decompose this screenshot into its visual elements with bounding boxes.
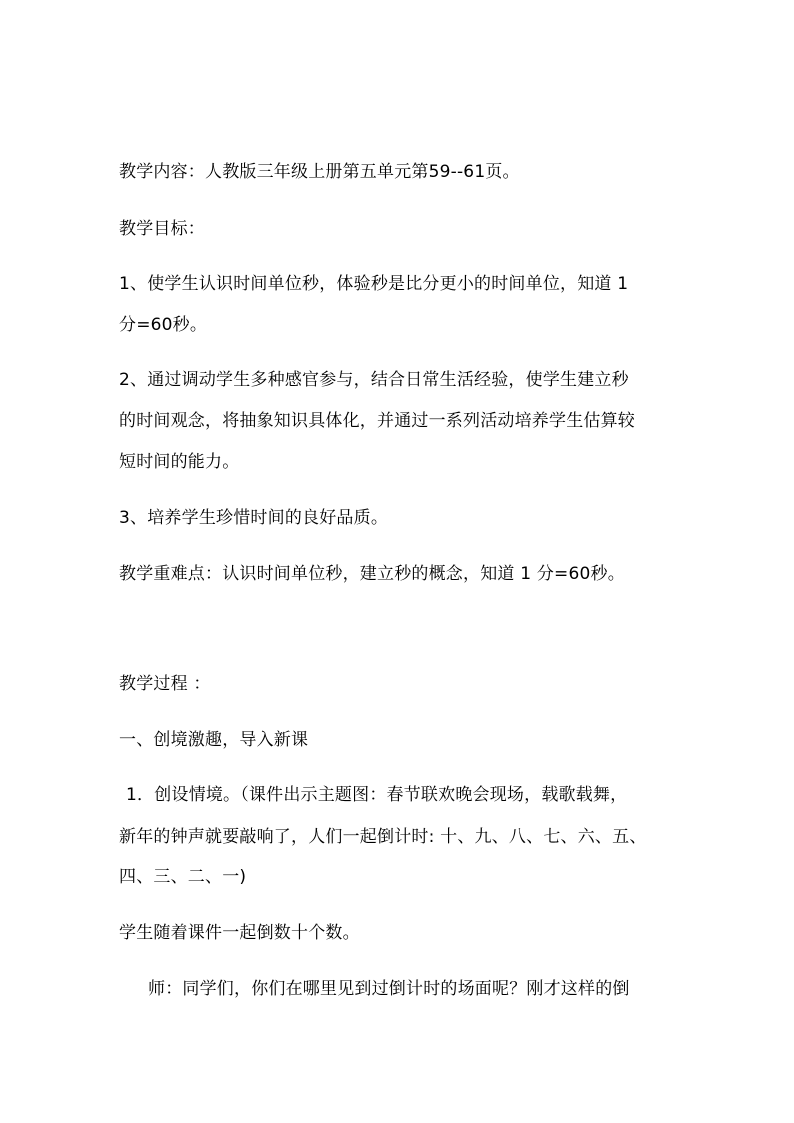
step-1-line-1: 1．创设情境。（课件出示主题图：春节联欢晚会现场，载歌载舞， [126, 785, 628, 805]
key-difficult-points-line: 教学重难点：认识时间单位秒，建立秒的概念，知道 1 分=60秒。 [119, 564, 625, 584]
student-activity-line: 学生随着课件一起倒数十个数。 [119, 923, 360, 943]
goal-2-line-3: 短时间的能力。 [119, 452, 240, 472]
step-1-line-2: 新年的钟声就要敲响了，人们一起倒计时: 十、九、八、七、六、五、 [119, 827, 647, 847]
teaching-goals-heading: 教学目标： [119, 219, 205, 239]
teaching-process-heading: 教学过程 ： [119, 674, 211, 694]
goal-1-line-1: 1、使学生认识时间单位秒，体验秒是比分更小的时间单位，知道 1 [119, 274, 629, 294]
goal-2-line-1: 2、通过调动学生多种感官参与，结合日常生活经验，使学生建立秒 [119, 370, 629, 390]
teaching-content-line: 教学内容：人教版三年级上册第五单元第59--61页。 [119, 162, 520, 182]
teacher-question-line: 师：同学们，你们在哪里见到过倒计时的场面呢？刚才这样的倒 [148, 979, 630, 999]
step-1-line-3: 四、三、二、一) [119, 867, 247, 887]
section-1-heading: 一、创境激趣，导入新课 [119, 730, 309, 750]
goal-2-line-2: 的时间观念，将抽象知识具体化，并通过一系列活动培养学生估算较 [119, 411, 635, 431]
goal-3-line: 3、培养学生珍惜时间的良好品质。 [119, 508, 389, 528]
goal-1-line-2: 分=60秒。 [119, 315, 208, 335]
